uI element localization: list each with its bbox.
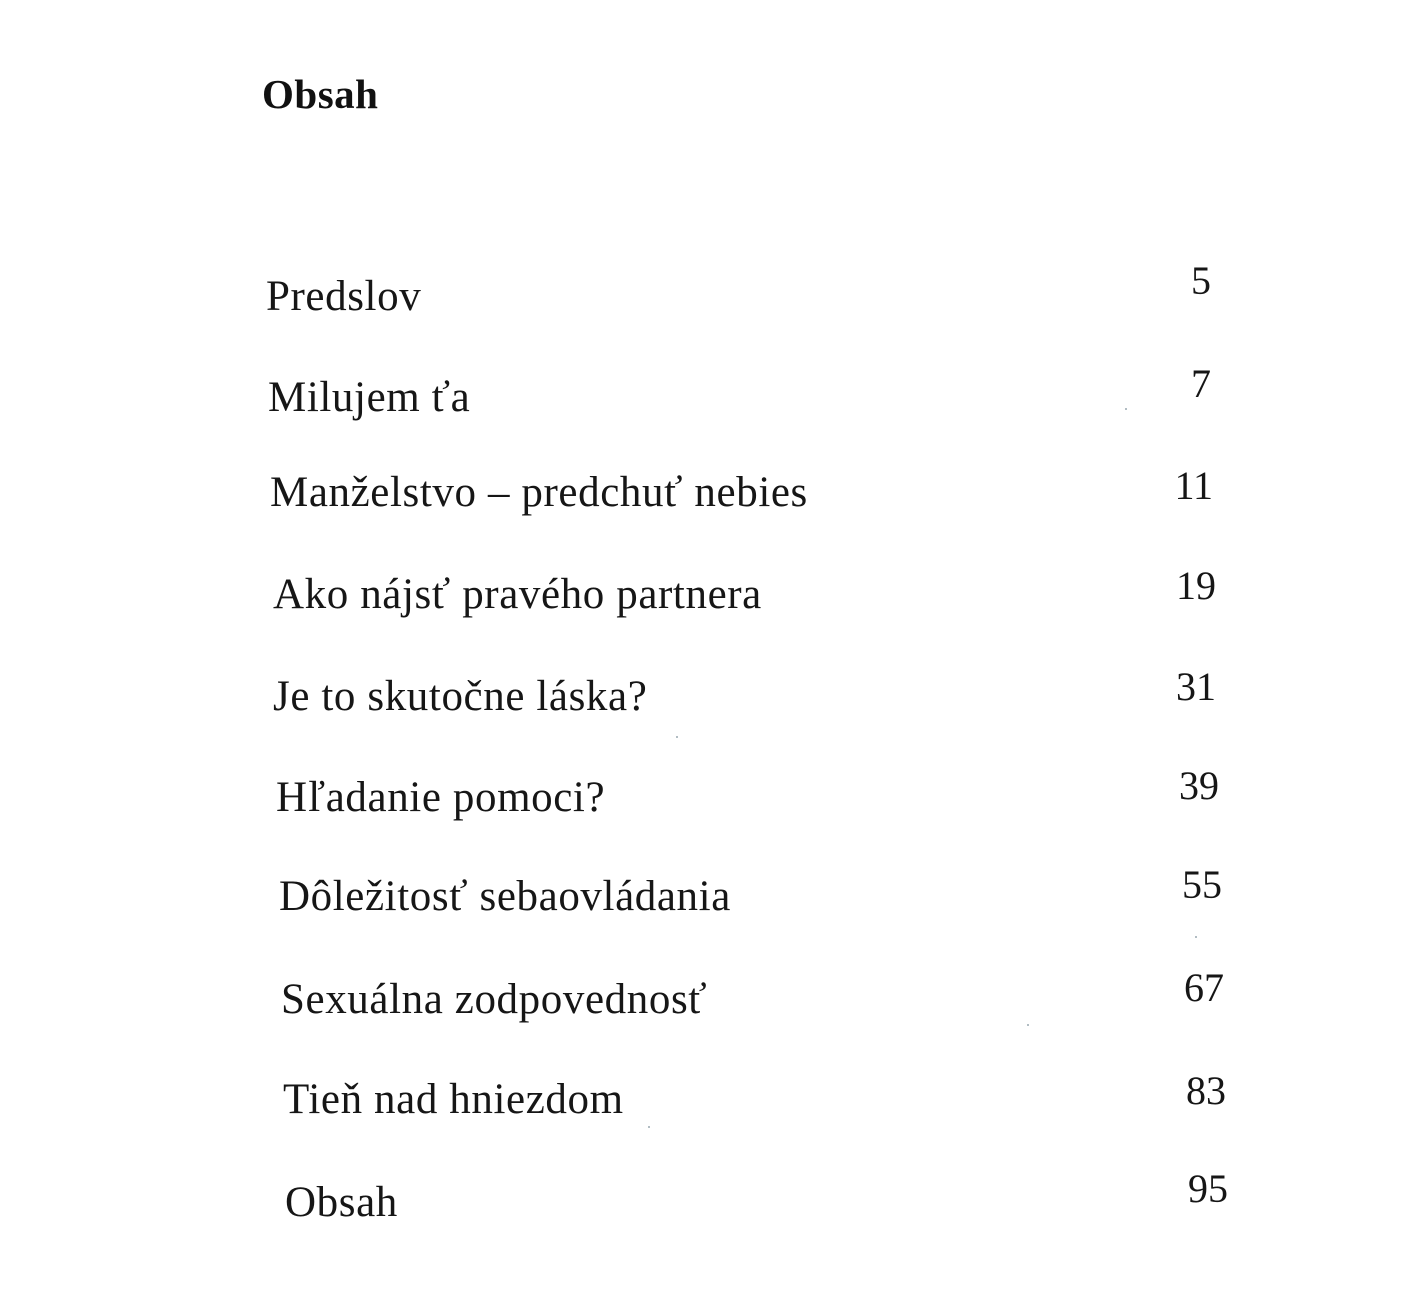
toc-entry-title: Milujem ťa <box>268 374 471 421</box>
toc-entry-title: Obsah <box>285 1179 398 1226</box>
toc-entry-title: Predslov <box>266 273 422 320</box>
toc-entry-page: 5 <box>1191 258 1211 303</box>
toc-entry-page: 19 <box>1176 563 1216 608</box>
scan-speck <box>1027 1024 1029 1026</box>
toc-entry-page: 11 <box>1174 463 1213 508</box>
toc-entry-title: Je to skutočne láska? <box>273 673 648 720</box>
scan-speck <box>676 736 678 738</box>
toc-entry-page: 83 <box>1186 1068 1226 1113</box>
toc-entry-title: Dôležitosť sebaovládania <box>279 873 731 920</box>
toc-entry-page: 55 <box>1182 862 1222 907</box>
scan-speck <box>1125 408 1127 410</box>
toc-entry-page: 95 <box>1188 1166 1228 1211</box>
scan-speck <box>1195 936 1197 938</box>
page-title: Obsah <box>262 71 379 117</box>
toc-entry-title: Hľadanie pomoci? <box>276 774 606 821</box>
toc-entry-title: Tieň nad hniezdom <box>283 1076 624 1123</box>
toc-entry-page: 31 <box>1176 664 1216 709</box>
toc-entry-page: 67 <box>1184 965 1224 1010</box>
scan-speck <box>648 1126 650 1128</box>
toc-entry-title: Manželstvo – predchuť nebies <box>270 469 808 516</box>
toc-entry-title: Ako nájsť pravého partnera <box>273 571 762 618</box>
toc-entry-page: 7 <box>1191 361 1211 406</box>
toc-entry-title: Sexuálna zodpovednosť <box>281 976 708 1023</box>
toc-entry-page: 39 <box>1179 763 1219 808</box>
